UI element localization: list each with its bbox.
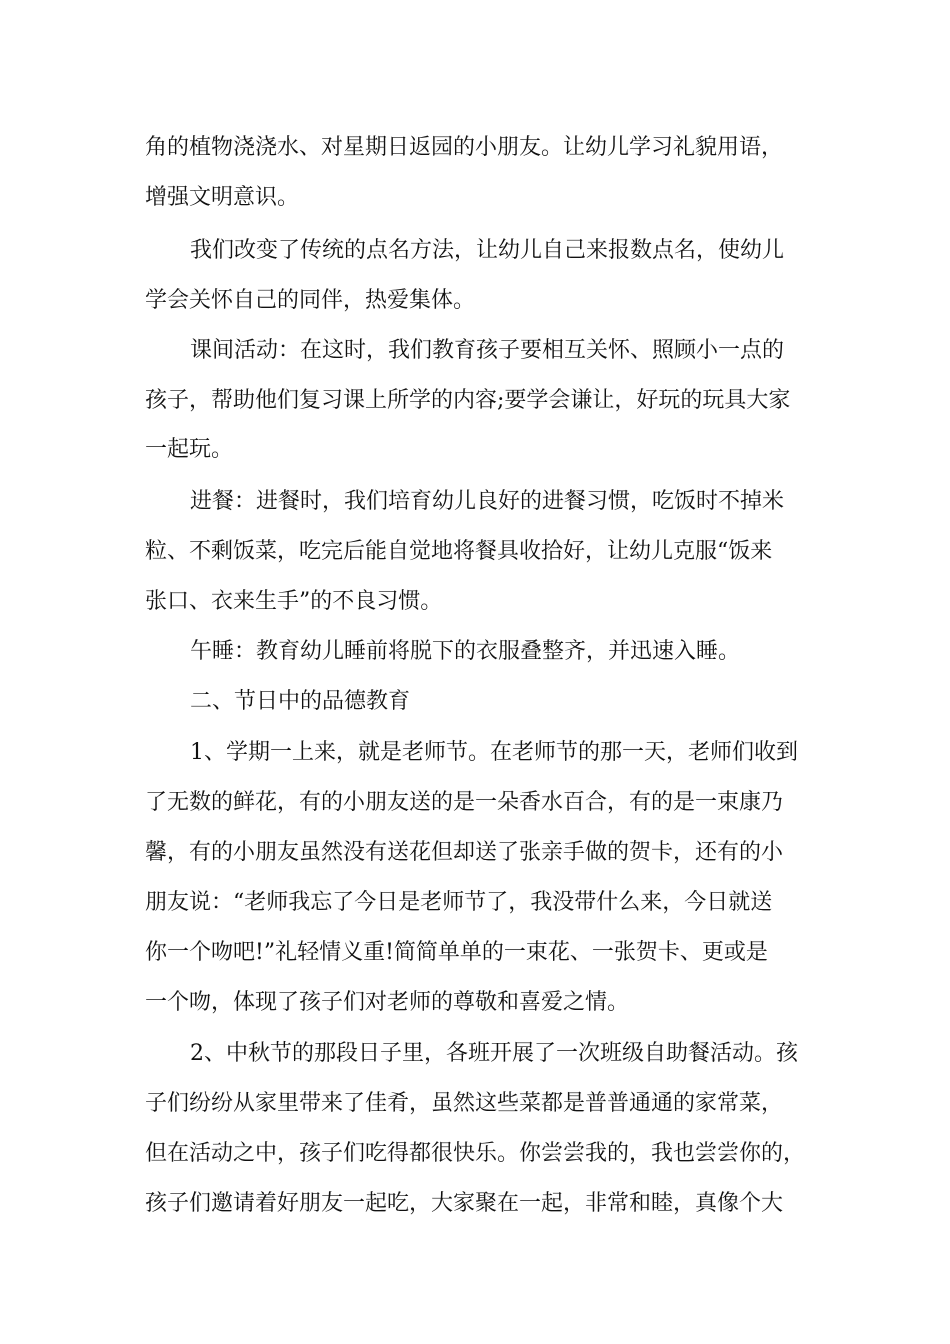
text-line: 子们纷纷从家里带来了佳肴，虽然这些菜都是普普通通的家常菜，: [145, 1091, 784, 1116]
text-line: 你一个吻吧!”礼轻情义重!简简单单的一束花、一张贺卡、更或是: [145, 940, 768, 965]
text-line: 角的植物浇浇水、对星期日返园的小朋友。让幼儿学习礼貌用语，: [145, 135, 784, 160]
text-line: 一起玩。: [145, 437, 234, 462]
text-line: 但在活动之中，孩子们吃得都很快乐。你尝尝我的，我也尝尝你的，: [145, 1141, 806, 1166]
text-line: 一个吻，体现了孩子们对老师的尊敬和喜爱之情。: [145, 990, 630, 1015]
text-line: 孩子，帮助他们复习课上所学的内容;要学会谦让，好玩的玩具大家: [145, 388, 791, 413]
text-line: 增强文明意识。: [145, 185, 300, 210]
text-line: 2、中秋节的那段日子里，各班开展了一次班级自助餐活动。孩: [190, 1041, 798, 1066]
text-line: 进餐：进餐时，我们培育幼儿良好的进餐习惯，吃饭时不掉米: [190, 489, 785, 514]
text-line: 我们改变了传统的点名方法，让幼儿自己来报数点名，使幼儿: [190, 238, 785, 263]
text-line: 午睡：教育幼儿睡前将脱下的衣服叠整齐，并迅速入睡。: [190, 639, 741, 664]
text-line: 孩子们邀请着好朋友一起吃，大家聚在一起，非常和睦，真像个大: [145, 1191, 784, 1216]
text-line: 课间活动：在这时，我们教育孩子要相互关怀、照顾小一点的: [190, 338, 785, 363]
text-line: 张口、衣来生手”的不良习惯。: [145, 589, 443, 614]
text-line: 粒、不剩饭菜，吃完后能自觉地将餐具收拾好，让幼儿克服“饭来: [145, 539, 773, 564]
text-line: 了无数的鲜花，有的小朋友送的是一朵香水百合，有的是一束康乃: [145, 790, 784, 815]
text-line: 学会关怀自己的同伴，热爱集体。: [145, 288, 476, 313]
text-line: 1、学期一上来，就是老师节。在老师节的那一天，老师们收到: [190, 740, 798, 765]
section-heading: 二、节日中的品德教育: [190, 689, 411, 714]
text-line: 朋友说：“老师我忘了今日是老师节了，我没带什么来，今日就送: [145, 890, 773, 915]
text-line: 馨，有的小朋友虽然没有送花但却送了张亲手做的贺卡，还有的小: [145, 840, 784, 865]
